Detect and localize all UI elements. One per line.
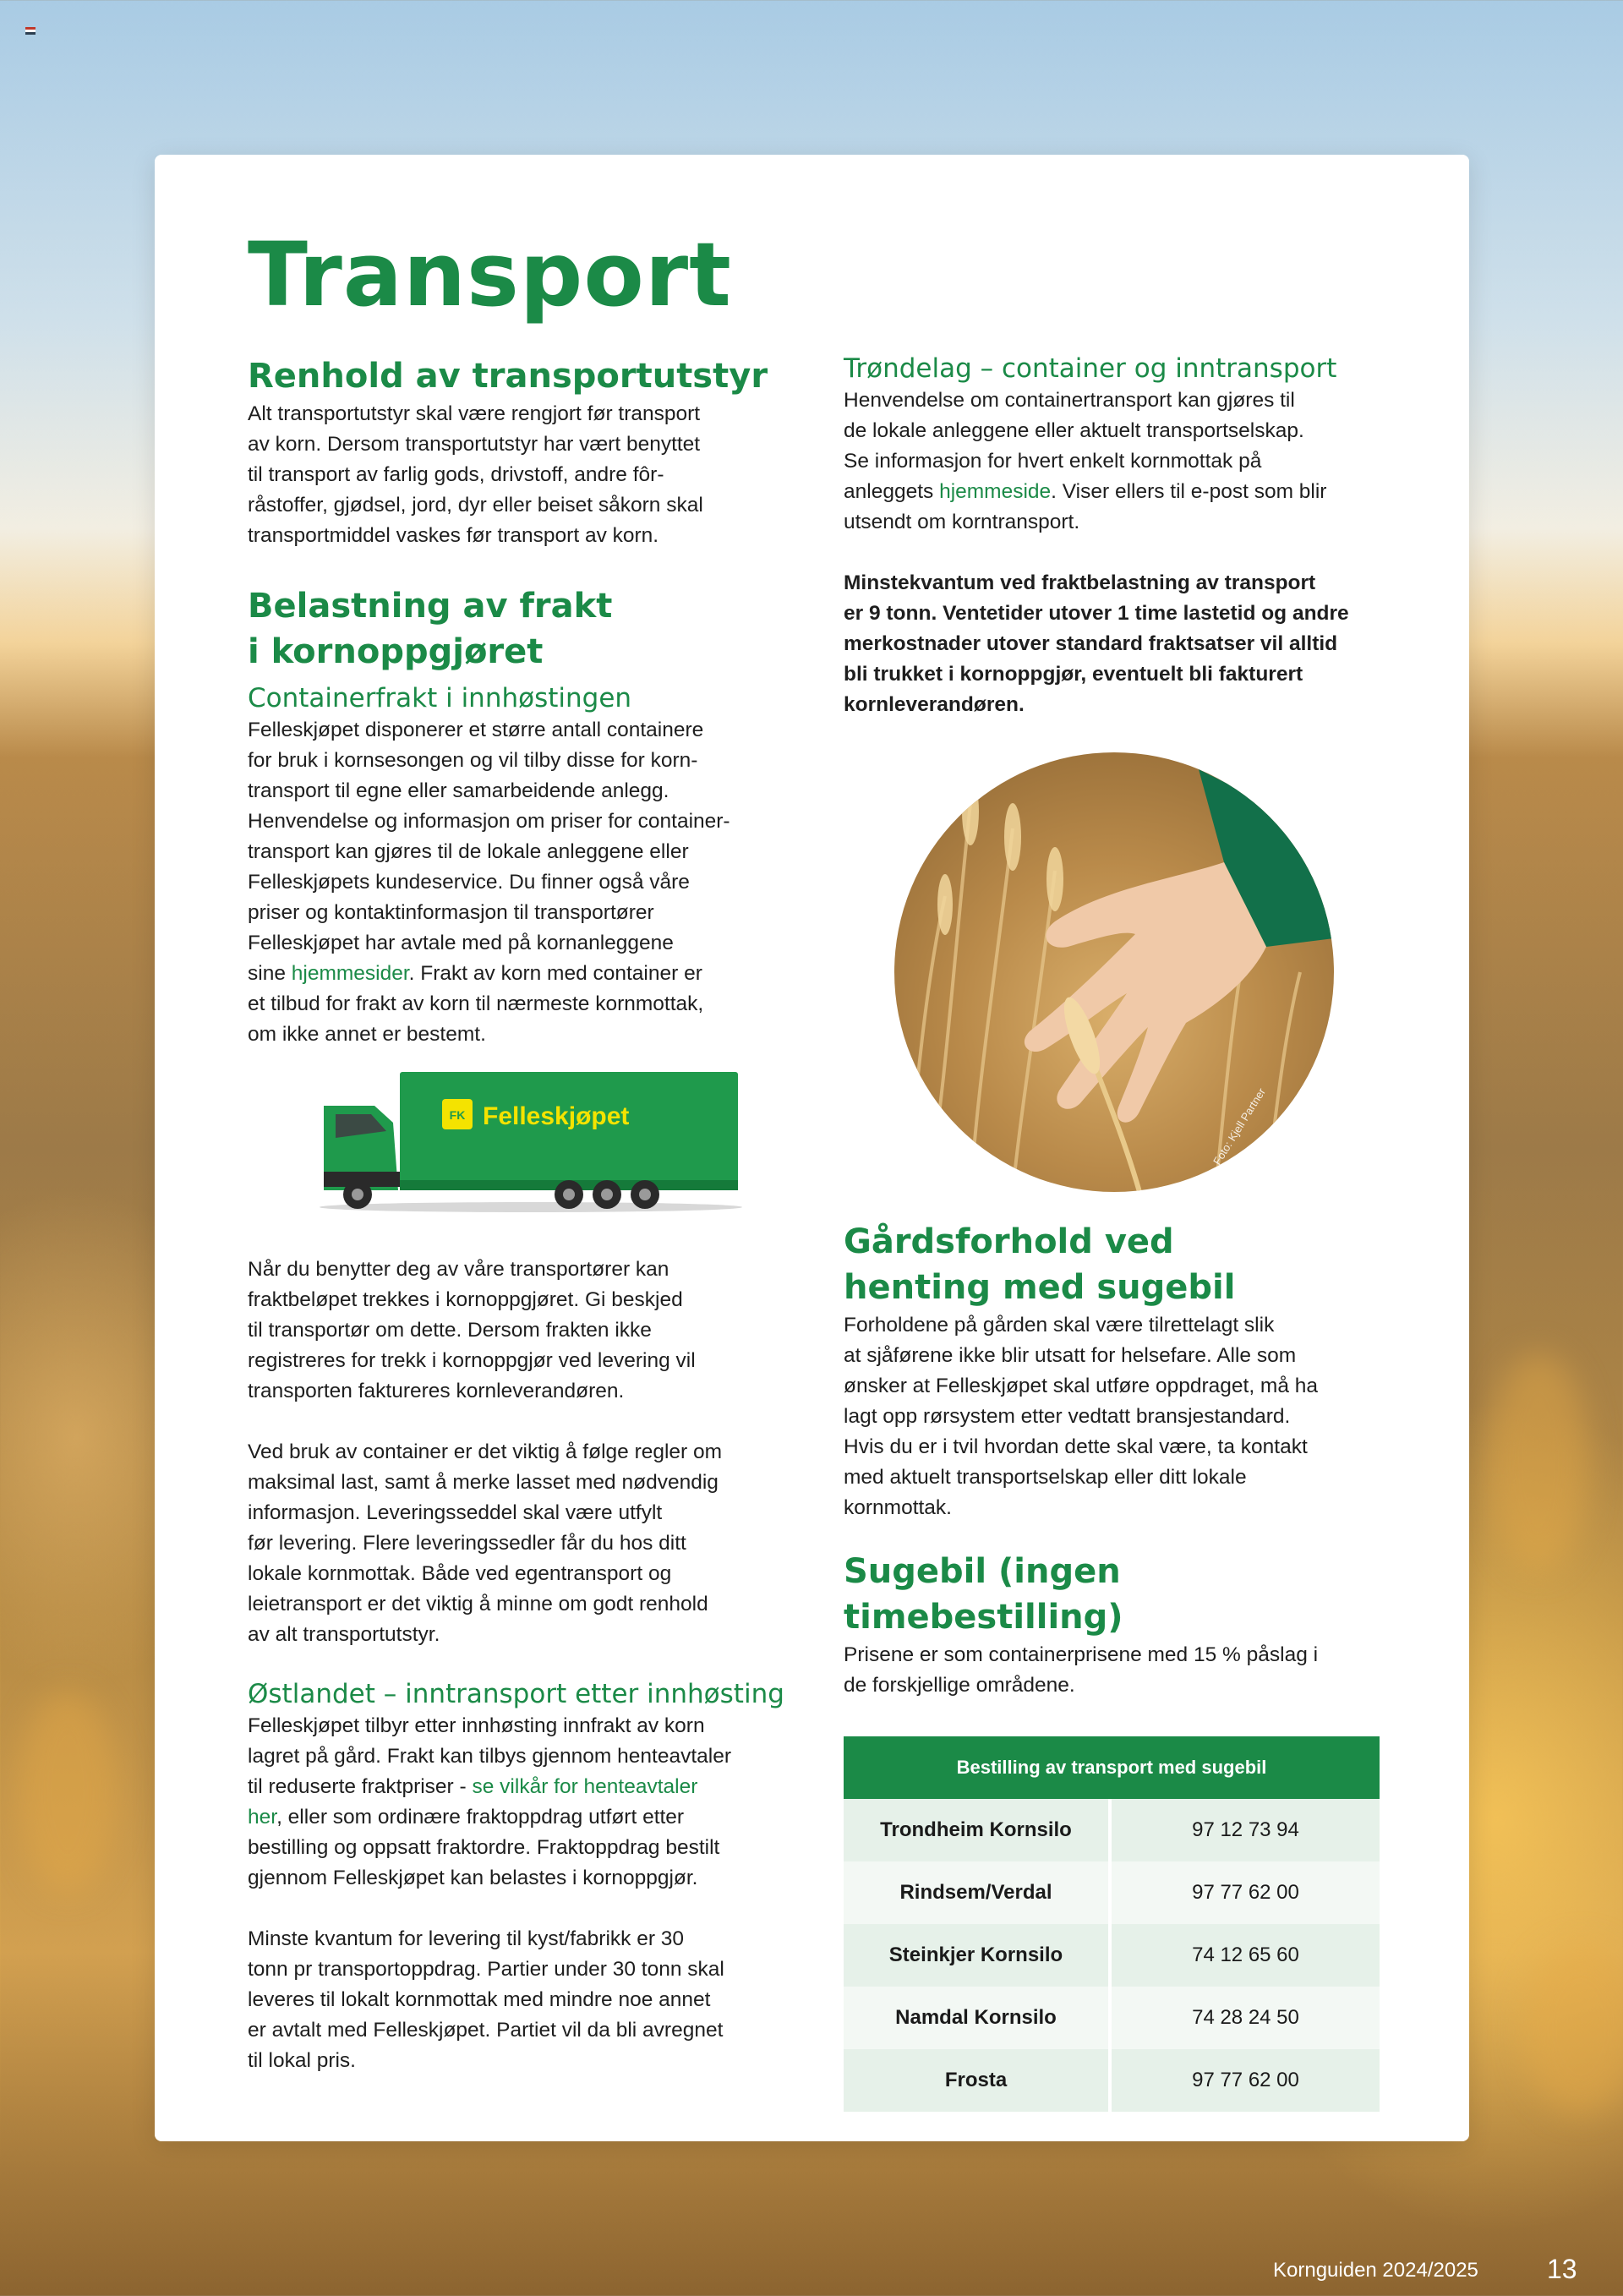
table-cell-phone: 97 77 62 00: [1112, 1861, 1380, 1924]
table-cell-name: Frosta: [844, 2049, 1112, 2112]
truck-illustration: [315, 1072, 746, 1216]
truck-container: [400, 1072, 738, 1190]
heading-ostlandet: Østlandet – inntransport etter innhøsting: [248, 1679, 784, 1709]
heading-renhold: Renhold av transportutstyr: [248, 357, 768, 396]
paragraph-containerfrakt: Felleskjøpet disponerer et større antall containere for bruk i kornsesongen og vil tilby disse for korn- transport til egne eller samarbeidende anlegg. Henvendelse og informasjon om priser for container- transport kan gjøres til de lokale anleggene eller Felleskjøpets kundeservice. Du finner også våre priser og kontaktinformasjon til transportører Felleskjøpet har avtale med på kornanleggene sine hjemmesider. Frakt av korn med container er et tilbud for frakt av korn til nærmeste kornmottak, om ikke annet er bestemt.: [248, 719, 730, 1046]
table-row: [844, 1861, 1380, 1924]
truck-logo-text: FK: [449, 1108, 466, 1122]
hjemmesider-link[interactable]: hjemmesider: [291, 962, 409, 985]
paragraph-regler: Ved bruk av container er det viktig å følge regler om maksimal last, samt å merke lasset med nødvendig informasjon. Leveringsseddel skal være utfylt før levering. Flere leveringssedler får du hos ditt lokale kornmottak. Både ved egentransport og leietransport er det viktig å minne om godt renhold av alt transportutstyr.: [248, 1440, 723, 1646]
table-row: [844, 1799, 1380, 1861]
heading-belastning: Belastning av frakt i kornoppgjøret: [248, 587, 613, 671]
table-cell-name: Steinkjer Kornsilo: [844, 1924, 1112, 1987]
background-blur: [1522, 1944, 1623, 2113]
wheat-hand-photo: [894, 752, 1334, 1192]
heading-trondelag: Trøndelag – container og inntransport: [844, 353, 1337, 384]
heading-gardsforhold: Gårdsforhold ved henting med sugebil: [844, 1222, 1236, 1307]
henteavtaler-link[interactable]: se vilkår for henteavtaler: [472, 1775, 698, 1798]
language-flag-icon[interactable]: [25, 27, 36, 35]
footer-publication: Kornguiden 2024/2025: [1273, 2259, 1478, 2282]
table-row: [844, 2049, 1380, 2112]
truck-shadow: [320, 1202, 742, 1212]
right-column: [844, 353, 1385, 2112]
table-cell-phone: 74 12 65 60: [1112, 1924, 1380, 1987]
wheat-illustration: [894, 752, 1334, 1192]
background-blur: [1488, 1353, 1589, 1572]
paragraph-minstekvantum: Minstekvantum ved fraktbelastning av transport er 9 tonn. Ventetider utover 1 time lastetid og andre merkostnader utover standard fraktsatser vil alltid bli trukket i kornoppgjør, eventuelt bli fakturert kornleverandøren.: [844, 571, 1349, 716]
page-title: Transport: [248, 223, 732, 326]
table-cell-phone: 74 28 24 50: [1112, 1987, 1380, 2049]
paragraph-trondelag: Henvendelse om containertransport kan gjøres til de lokale anleggene eller aktuelt transportselskap. Se informasjon for hvert enkelt kornmottak på anleggets hjemmeside. Viser ellers til e-post som blir utsendt om korntransport.: [844, 389, 1327, 533]
heading-sugebil: Sugebil (ingen timebestilling): [844, 1552, 1123, 1637]
table-cell-name: Trondheim Kornsilo: [844, 1799, 1112, 1861]
page-number: 13: [1547, 2254, 1577, 2284]
paragraph-trekk: Når du benytter deg av våre transportører kan fraktbeløpet trekkes i kornoppgjøret. Gi beskjed til transportør om dette. Dersom frakten ikke registreres for trekk i kornoppgjør ved levering vil transporten faktureres kornleverandøren.: [248, 1258, 696, 1402]
left-column: [248, 353, 797, 2076]
content-card: [155, 155, 1469, 2141]
heading-containerfrakt: Containerfrakt i innhøstingen: [248, 683, 632, 713]
paragraph-gardsforhold: Forholdene på gården skal være tilrettelagt slik at sjåførene ikke blir utsatt for helsefare. Alle som ønsker at Felleskjøpet skal utføre oppdraget, må ha lagt opp rørsystem etter vedtatt bransjestandard. Hvis du er i tvil hvordan dette skal være, ta kontakt med aktuelt transportselskap eller ditt lokale kornmottak.: [844, 1314, 1319, 1519]
truck-brand-text: Felleskjøpet: [483, 1102, 630, 1130]
table-row: [844, 1924, 1380, 1987]
paragraph-renhold: Alt transportutstyr skal være rengjort før transport av korn. Dersom transportutstyr har vært benyttet til transport av farlig gods, drivstoff, andre fôr- råstoffer, gjødsel, jord, dyr eller beiset såkorn skal transportmiddel vaskes før transport av korn.: [248, 402, 703, 547]
table-cell-phone: 97 77 62 00: [1112, 2049, 1380, 2112]
sugebil-table: [844, 1736, 1380, 2112]
table-cell-phone: 97 12 73 94: [1112, 1799, 1380, 1861]
background-blur: [17, 1691, 118, 1894]
her-link[interactable]: her: [248, 1806, 277, 1829]
paragraph-ostlandet: Felleskjøpet tilbyr etter innhøsting innfrakt av korn lagret på gård. Frakt kan tilbys gjennom henteavtaler til reduserte fraktpriser - se vilkår for henteavtaler her, eller som ordinære fraktoppdrag utført etter bestilling og oppsatt fraktordre. Fraktoppdrag bestilt gjennom Felleskjøpet kan belastes i kornoppgjør.: [248, 1714, 731, 1889]
table-cell-name: Rindsem/Verdal: [844, 1861, 1112, 1924]
paragraph-minste-kvantum: Minste kvantum for levering til kyst/fabrikk er 30 tonn pr transportoppdrag. Partier under 30 tonn skal leveres til lokalt kornmottak med mindre noe annet er avtalt med Felleskjøpet. Partiet vil da bli avregnet til lokal pris.: [248, 1927, 724, 2072]
photo-credit: Foto: Kjell Partner: [1210, 1085, 1268, 1167]
table-header: Bestilling av transport med sugebil: [844, 1736, 1380, 1799]
paragraph-sugebil: Prisene er som containerprisene med 15 % påslag i de forskjellige områdene.: [844, 1643, 1319, 1697]
hjemmeside-link[interactable]: hjemmeside: [939, 480, 1052, 503]
table-row: [844, 1987, 1380, 2049]
table-cell-name: Namdal Kornsilo: [844, 1987, 1112, 2049]
